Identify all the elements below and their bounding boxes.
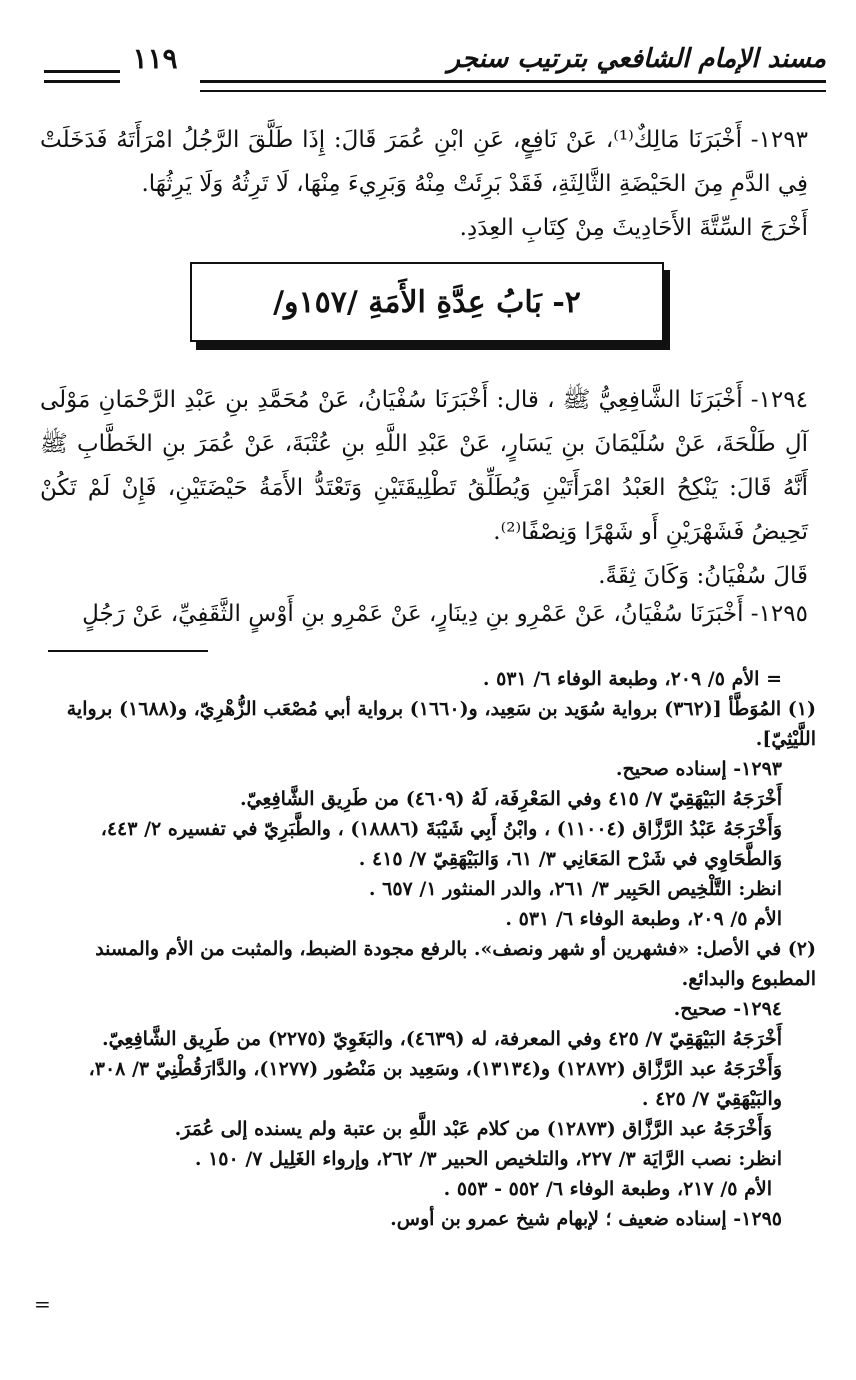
header-rule-left-bottom — [44, 80, 120, 83]
hadith-1295-text: ١٢٩٥- أَخْبَرَنَا سُفْيَانُ، عَنْ عَمْرِو بنِ دِينَارٍ، عَنْ عَمْرِو بنِ أَوْسٍ الثَّقَفِيِّ، عَنْ رَجُلٍ — [82, 601, 808, 627]
footnote-1-refer: انظر: التَّلْخِيص الحَبِير ٣/ ٢٦١، والدر المنثور ١/ ٦٥٧ . — [368, 878, 782, 900]
hadith-1294-block — [40, 378, 808, 598]
footnote-2-umm: الأم ٥/ ٢١٧، وطبعة الوفاء ٦/ ٥٥٢ - ٥٥٣ . — [443, 1178, 772, 1200]
footnote-1-grading: ١٢٩٣- إسناده صحيح. — [615, 758, 782, 780]
footnote-2-takhrij-2: وَأَخْرَجَهُ عبد الرَّزَّاق (١٢٨٧٢) و(١٣١٣٤)، وسَعِيد بن مَنْصُور (١٢٧٧)، والدَّارَقُطْنِيّ ٣/ ٣٠٨، والبَيْهَقِيّ ٧/ ٤٢٥ . — [88, 1058, 782, 1110]
footnote-1-umm: الأم ٥/ ٢٠٩، وطبعة الوفاء ٦/ ٥٣١ . — [505, 908, 782, 930]
footnote-2-takhrij-3: وَأَخْرَجَهُ عبد الرَّزَّاق (١٢٨٧٣) من كلام عَبْد اللَّهِ بن عتبة ولم يسنده إلى عُمَرَ. — [174, 1118, 772, 1140]
chapter-heading: ٢- بَابُ عِدَّةِ الأَمَةِ /١٥٧و/ — [273, 284, 581, 320]
takhrij-note: أَخْرَجَ السِّتَّةَ الأَحَادِيثَ مِنْ كِتَابِ العِدَدِ. — [459, 215, 808, 241]
hadith-1294-text: ١٢٩٤- أَخْبَرَنَا الشَّافِعِيُّ ﷺ ، قال: أَخْبَرَنَا سُفْيَانُ، عَنْ مُحَمَّدِ بنِ عَبْدِ الرَّحْمَانِ مَوْلَى آلِ طَلْحَةَ، عَنْ سُلَيْمَانَ بنِ يَسَارٍ، عَنْ عَبْدِ اللَّهِ بنِ عُتْبَةَ، عَنْ عُمَرَ بنِ الخَطَّابِ ﷺ أَنَّهُ قَالَ: يَنْكِحُ العَبْدُ امْرَأَتَيْنِ وَيُطَلِّقُ تَطْلِيقَتَيْنِ وَتَعْتَدُّ الأَمَةُ حَيْضَتَيْنِ، فَإِنْ لَمْ تَكُنْ تَحِيضُ فَشَهْرَيْنِ أَو شَهْرًا وَنِصْفًا⁽²⁾. — [40, 387, 808, 545]
hadith-1295-block — [40, 592, 808, 636]
hadith-1293-text: ١٢٩٣- أَخْبَرَنَا مَالِكٌ⁽¹⁾، عَنْ نَافِعٍ، عَنِ ابْنِ عُمَرَ قَالَ: إِذَا طَلَّقَ الرَّجُلُ امْرَأَتَهُ فَدَخَلَتْ فِي الدَّمِ مِنَ الحَيْضَةِ الثَّالِثَةِ، فَقَدْ بَرِئَتْ مِنْهُ وَبَرِيءَ مِنْهَا، لَا تَرِثُهُ وَلَا يَرِثُهَا. — [40, 127, 808, 197]
header-rule-right-top — [200, 80, 826, 83]
header-rule-right-bottom — [200, 90, 826, 92]
page-number: ١١٩ — [132, 42, 178, 75]
footnote-2-refer: انظر: نصب الرَّايَة ٣/ ٢٢٧، والتلخيص الحبير ٣/ ٢٦٢، وإرواء الغَلِيل ٧/ ١٥٠ . — [194, 1148, 782, 1170]
footnote-1-source: (١) المُوَطَّأ [(٣٦٢) برواية سُوَيد بن سَعِيد، و(١٦٦٠) برواية أبي مُصْعَب الزُّهْرِيّ، و(١٦٨٨) برواية اللَّيْثِيّ]. — [66, 698, 816, 750]
footnote-1-takhrij-1: أَخْرَجَهُ البَيْهَقِيّ ٧/ ٤١٥ وفي المَعْرِفَة، لَهُ (٤٦٠٩) من طَرِيق الشَّافِعِيّ. — [239, 788, 782, 810]
hadith-1293-block — [40, 118, 808, 250]
footnote-carry: = الأم ٥/ ٢٠٩، وطبعة الوفاء ٦/ ٥٣١ . — [482, 668, 782, 690]
footnote-2-grading: ١٢٩٤- صحيح. — [673, 998, 782, 1020]
book-title: مسند الإمام الشافعي بترتيب سنجر — [447, 44, 826, 74]
header-rule-left-top — [44, 70, 120, 73]
footnote-1-takhrij-2: وَأَخْرَجَهُ عَبْدُ الرَّزَّاق (١١٠٠٤) ، وابْنُ أَبِي شَيْبَةَ (١٨٨٨٦) ، والطَّبَرِيّ في تفسيره ٢/ ٤٤٣، وَالطَّحَاوِي في شَرْح المَعَانِي ٣/ ٦١، وَالبَيْهَقِيّ ٧/ ٤١٥ . — [100, 818, 782, 870]
footnotes — [40, 664, 816, 1234]
footnote-3-grading: ١٢٩٥- إسناده ضعيف ؛ لإبهام شيخ عمرو بن أوس. — [390, 1208, 782, 1230]
footnote-2-takhrij-1: أَخْرَجَهُ البَيْهَقِيّ ٧/ ٤٢٥ وفي المعرفة، له (٤٦٣٩)، والبَغَوِيّ (٢٢٧٥) من طَرِيق الشَّافِعِيّ. — [101, 1028, 782, 1050]
sufyan-note: قَالَ سُفْيَانُ: وَكَانَ ثِقَةً. — [598, 563, 808, 589]
continuation-mark: = — [34, 1292, 51, 1316]
footnote-2-note: (٢) في الأصل: «فشهرين أو شهر ونصف». بالرفع مجودة الضبط، والمثبت من الأم والمسند المطبوع والبدائع. — [95, 938, 816, 990]
footnote-separator — [48, 650, 208, 652]
chapter-heading-box — [190, 262, 664, 342]
